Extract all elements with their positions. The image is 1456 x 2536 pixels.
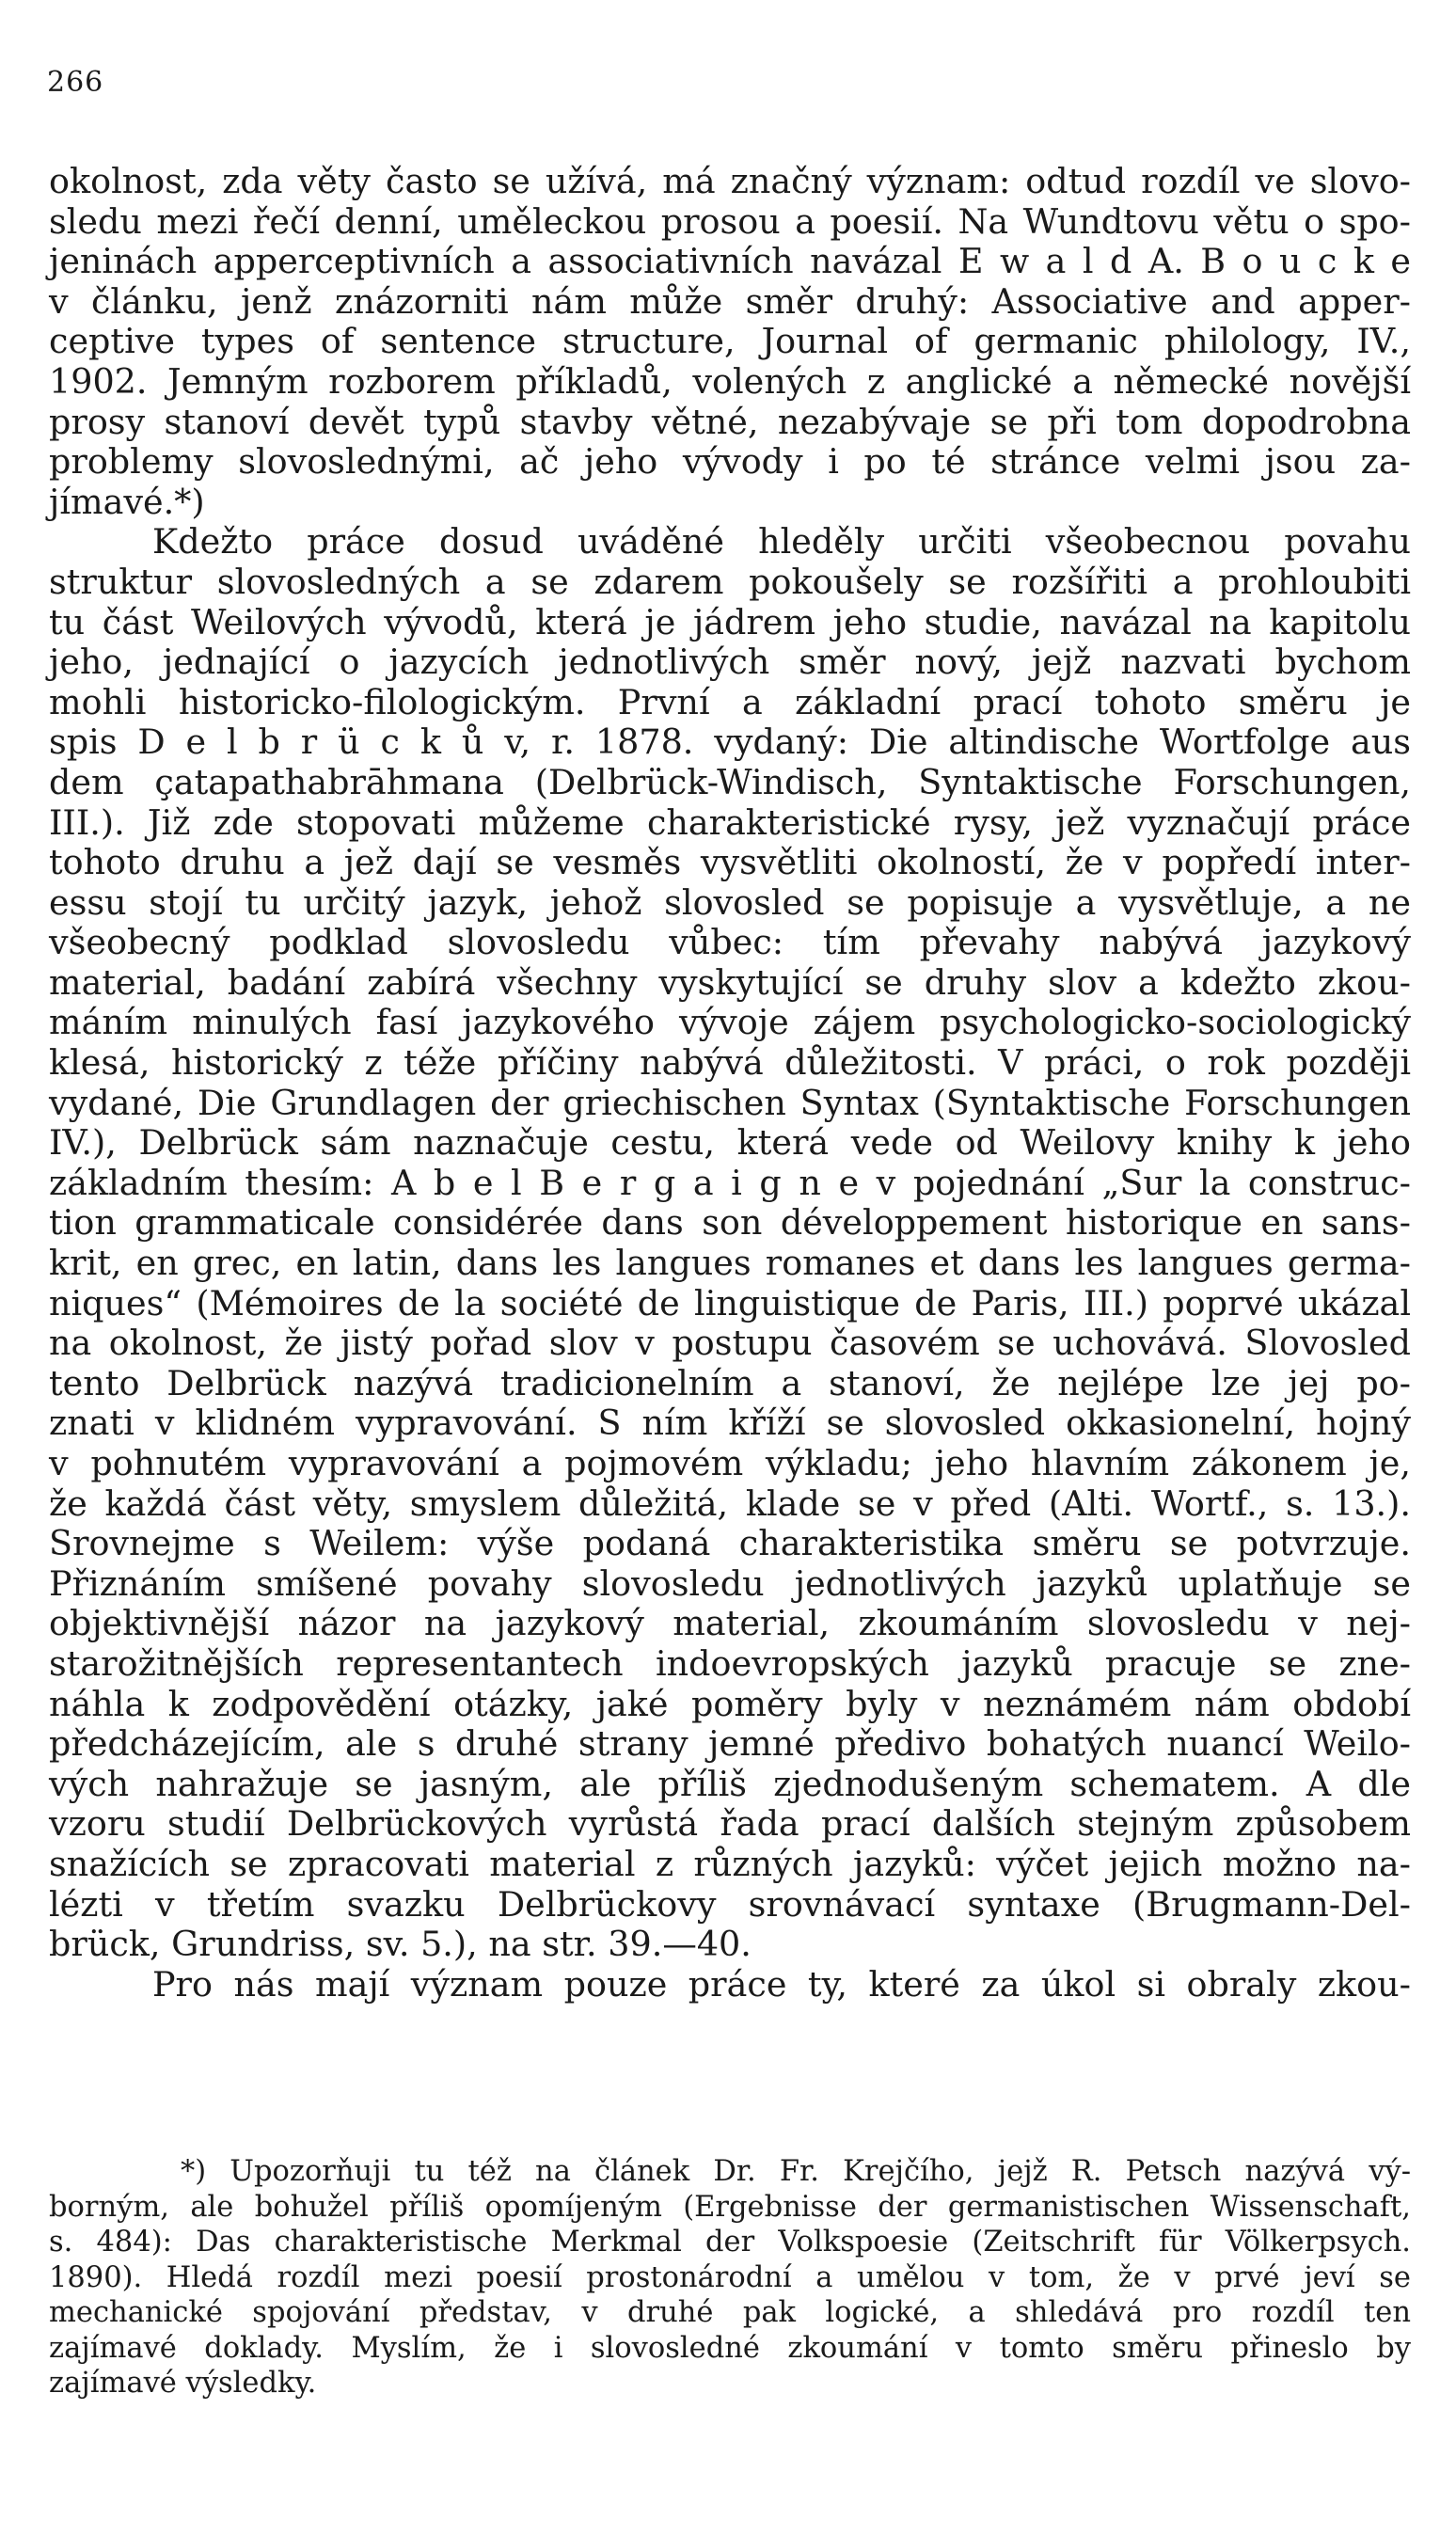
text-line: brück, Grundriss, sv. 5.), na str. 39.—40. xyxy=(49,1924,752,1965)
text-line: III.). Již zde stopovati můžeme charakteristické rysy, jež vyznačují práce xyxy=(49,801,1411,843)
text-line: máním minulých fasí jazykového vývoje zájem psychologicko-sociologický xyxy=(49,1002,1411,1043)
text-line: IV.), Delbrück sám naznačuje cestu, která vede od Weilovy knihy k jeho xyxy=(49,1122,1411,1164)
paragraph-start: Kdežto práce dosud uváděné hleděly určiti všeobecnou povahu xyxy=(152,521,1411,563)
text-line: v článku, jenž znázorniti nám může směr druhý: Associative and apper- xyxy=(49,280,1411,322)
text-line: tohoto druhu a jež dají se vesměs vysvětliti okolností, že v popředí inter- xyxy=(49,842,1411,883)
text-line: starožitnějších representantech indoevropských jazyků pracuje se zne- xyxy=(49,1642,1411,1684)
text-line: 1902. Jemným rozborem příkladů, volených z anglické a německé novější xyxy=(49,360,1411,402)
text-line: dem çatapathabrāhmana (Delbrück-Windisch, Syntaktische Forschungen, xyxy=(49,761,1411,802)
footnote-line: *) Upozorňuji tu též na článek Dr. Fr. Krejčího, jejž R. Petsch nazývá vý- xyxy=(181,2155,1411,2188)
text-line: Srovnejme s Weilem: výše podaná charakteristika směru se potvrzuje. xyxy=(49,1523,1411,1564)
text-line: okolnost, zda věty často se užívá, má značný význam: odtud rozdíl ve slovo- xyxy=(49,161,1411,201)
text-line: niques“ (Mémoires de la société de linguistique de Paris, III.) poprvé ukázal xyxy=(49,1282,1411,1323)
footnote-line: 1890). Hledá rozdíl mezi poesií prostonárodní a umělou v tom, že v prvé jeví se xyxy=(49,2260,1411,2294)
text-line: objektivnější názor na jazykový material, zkoumáním slovosledu v nej- xyxy=(49,1603,1411,1644)
text-line: tu část Weilových vývodů, která je jádrem jeho studie, navázal na kapitolu xyxy=(49,601,1411,642)
footnote-line: zajímavé výsledky. xyxy=(49,2367,317,2400)
text-line: jímavé.*) xyxy=(49,481,205,522)
footnote-line: mechanické spojování představ, v druhé pak logické, a shledává pro rozdíl ten xyxy=(49,2296,1411,2329)
text-line: na okolnost, že jistý pořad slov v postupu časovém se uchovává. Slovosled xyxy=(49,1323,1411,1364)
text-line: essu stojí tu určitý jazyk, jehož slovosled se popisuje a vysvětluje, a ne xyxy=(49,881,1411,923)
text-line: předcházejícím, ale s druhé strany jemné předivo bohatých nuancí Weilo- xyxy=(49,1723,1411,1765)
footnote-line: borným, ale bohužel příliš opomíjeným (Ergebnisse der germanistischen Wissenschaft, xyxy=(49,2190,1411,2224)
text-line: vzoru studií Delbrückových vyrůstá řada prací dalších stejným způsobem xyxy=(49,1803,1411,1845)
text-line: náhla k zodpovědění otázky, jaké poměry byly v neznámém nám období xyxy=(49,1683,1411,1724)
text-line: jeninách apperceptivních a associativních navázal E w a l d A. B o u c k e xyxy=(49,241,1411,282)
footnote-line: zajímavé doklady. Myslím, že i slovosledné zkoumání v tomto směru přineslo by xyxy=(49,2331,1411,2365)
paragraph-start: Pro nás mají význam pouze práce ty, které za úkol si obraly zkou- xyxy=(152,1963,1411,2005)
text-line: problemy slovoslednými, ač jeho vývody i po té stránce velmi jsou za- xyxy=(49,441,1411,483)
footnote xyxy=(49,2154,1411,2401)
text-line: že každá část věty, smyslem důležitá, klade se v před (Alti. Wortf., s. 13.). xyxy=(49,1482,1411,1524)
page-number: 266 xyxy=(47,66,104,99)
text-line: mohli historicko-filologickým. První a základní prací tohoto směru je xyxy=(49,681,1411,722)
text-line: spis D e l b r ü c k ů v, r. 1878. vydaný: Die altindische Wortfolge aus xyxy=(49,721,1411,763)
text-line: vydané, Die Grundlagen der griechischen Syntax (Syntaktische Forschungen xyxy=(49,1082,1411,1123)
body-text xyxy=(49,162,1411,2005)
text-line: lézti v třetím svazku Delbrückovy srovnávací syntaxe (Brugmann-Del- xyxy=(49,1883,1411,1925)
text-line: klesá, historický z téže příčiny nabývá důležitosti. V práci, o rok později xyxy=(49,1042,1411,1084)
text-line: material, badání zabírá všechny vyskytující se druhy slov a kdežto zkou- xyxy=(49,961,1411,1003)
text-line: vých nahražuje se jasným, ale příliš zjednodušeným schematem. A dle xyxy=(49,1763,1411,1804)
text-line: základním thesím: A b e l B e r g a i g n e v pojednání „Sur la construc- xyxy=(49,1162,1411,1203)
text-line: ceptive types of sentence structure, Journal of germanic philology, IV., xyxy=(49,321,1411,362)
text-line: jeho, jednající o jazycích jednotlivých směr nový, jejž nazvati bychom xyxy=(49,642,1411,683)
text-line: sledu mezi řečí denní, uměleckou prosou a poesií. Na Wundtovu větu o spo- xyxy=(49,200,1411,242)
text-line: Přiznáním smíšené povahy slovosledu jednotlivých jazyků uplatňuje se xyxy=(49,1562,1411,1604)
text-line: tion grammaticale considérée dans son développement historique en sans- xyxy=(49,1202,1411,1244)
footnote-line: s. 484): Das charakteristische Merkmal der Volkspoesie (Zeitschrift für Völkerpsych. xyxy=(49,2226,1411,2259)
text-line: znati v klidném vypravování. S ním kříží se slovosled okkasionelní, hojný xyxy=(49,1403,1411,1444)
text-line: struktur slovosledných a se zdarem pokoušely se rozšířiti a prohloubiti xyxy=(49,561,1411,602)
text-line: snažících se zpracovati material z různých jazyků: výčet jejich možno na- xyxy=(49,1843,1411,1884)
text-line: všeobecný podklad slovosledu vůbec: tím převahy nabývá jazykový xyxy=(49,922,1411,963)
text-line: prosy stanoví devět typů stavby větné, nezabývaje se při tom dopodrobna xyxy=(49,401,1411,442)
text-line: v pohnutém vypravování a pojmovém výkladu; jeho hlavním zákonem je, xyxy=(49,1443,1411,1483)
text-line: krit, en grec, en latin, dans les langues romanes et dans les langues germa- xyxy=(49,1243,1411,1284)
text-line: tento Delbrück nazývá tradicionelním a stanoví, že nejlépe lze jej po- xyxy=(49,1362,1411,1403)
